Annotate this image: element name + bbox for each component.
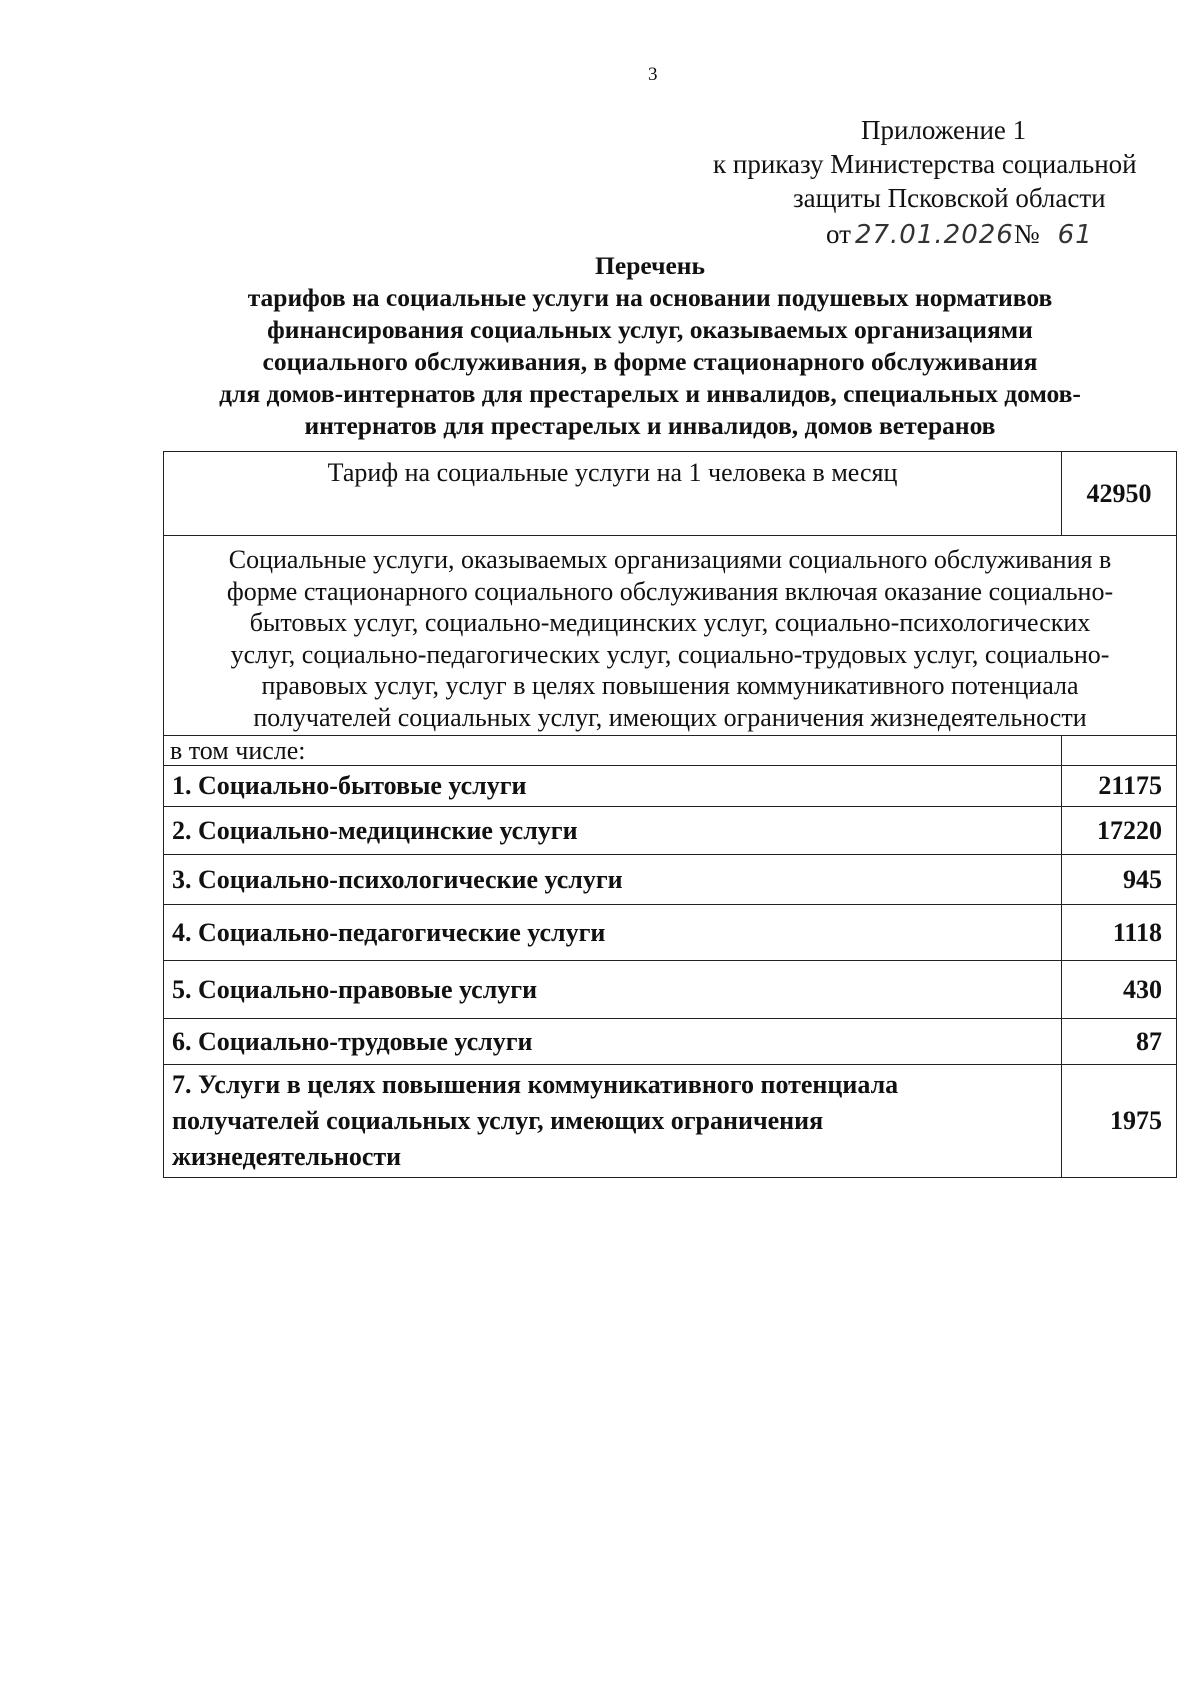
tariff-label: Тариф на социальные услуги на 1 человека в месяц (164, 452, 1062, 536)
description-line: услуг, социально-педагогических услуг, социально-трудовых услуг, социально- (230, 639, 1110, 669)
title-line: для домов-интернатов для престарелых и инвалидов, специальных домов- (219, 379, 1081, 408)
including-row (164, 736, 1177, 766)
service-name (164, 1065, 1062, 1178)
service-value: 87 (1062, 1019, 1177, 1065)
appendix-line-1: Приложение 1 (861, 115, 1027, 145)
service-name-line: получателей социальных услуг, имеющих ограничения (172, 1106, 824, 1135)
service-value: 1975 (1062, 1065, 1177, 1178)
page-number: 3 (648, 64, 658, 85)
tariff-table (163, 451, 1177, 1178)
handwritten-date: 27.01.2026 (854, 220, 1014, 250)
service-name: 6. Социально-трудовые услуги (164, 1019, 1062, 1065)
table-row (164, 766, 1177, 807)
title-line: социального обслуживания, в форме стационарного обслуживания (262, 347, 1038, 376)
table-row (164, 807, 1177, 855)
table-row (164, 1065, 1177, 1178)
document-title (160, 250, 1140, 442)
empty-cell (1062, 736, 1177, 766)
service-name-line: 7. Услуги в целях повышения коммуникативного потенциала (172, 1070, 899, 1099)
service-value: 21175 (1062, 766, 1177, 807)
service-value: 430 (1062, 961, 1177, 1019)
service-value: 1118 (1062, 905, 1177, 961)
service-name: 4. Социально-педагогические услуги (164, 905, 1062, 961)
description-line: получателей социальных услуг, имеющих ограничения жизнедеятельности (253, 702, 1087, 732)
description-line: форме стационарного социального обслуживания включая оказание социально- (226, 576, 1114, 606)
including-label: в том числе: (164, 736, 1062, 766)
table-row (164, 961, 1177, 1019)
description-row (164, 536, 1177, 736)
number-sign: № (1013, 219, 1040, 249)
handwritten-number: 61 (1057, 220, 1093, 250)
table-row (164, 855, 1177, 905)
service-name: 5. Социально-правовые услуги (164, 961, 1062, 1019)
title-line: тарифов на социальные услуги на основании подушевых нормативов (247, 283, 1053, 312)
appendix-line-3: защиты Псковской области (793, 183, 1106, 213)
description-line: Социальные услуги, оказываемых организациями социального обслуживания в (228, 545, 1112, 574)
tariff-total-row (164, 452, 1177, 536)
appendix-date (826, 219, 1093, 250)
appendix-line-2: к приказу Министерства социальной (713, 149, 1137, 179)
table-row (164, 905, 1177, 961)
title-heading: Перечень (595, 251, 705, 280)
title-line: интернатов для престарелых и инвалидов, домов ветеранов (304, 411, 996, 440)
service-value: 945 (1062, 855, 1177, 905)
description-line: правовых услуг, услуг в целях повышения коммуникативного потенциала (261, 671, 1079, 700)
table-row (164, 1019, 1177, 1065)
service-name: 2. Социально-медицинские услуги (164, 807, 1062, 855)
date-prefix: от (826, 219, 851, 249)
tariff-total-value: 42950 (1062, 452, 1177, 536)
service-name: 3. Социально-психологические услуги (164, 855, 1062, 905)
title-line: финансирования социальных услуг, оказываемых организациями (267, 315, 1033, 344)
service-name-line: жизнедеятельности (172, 1142, 402, 1171)
service-name: 1. Социально-бытовые услуги (164, 766, 1062, 807)
service-value: 17220 (1062, 807, 1177, 855)
services-description (164, 536, 1177, 736)
description-line: бытовых услуг, социально-медицинских услуг, социально-психологических (249, 608, 1091, 637)
